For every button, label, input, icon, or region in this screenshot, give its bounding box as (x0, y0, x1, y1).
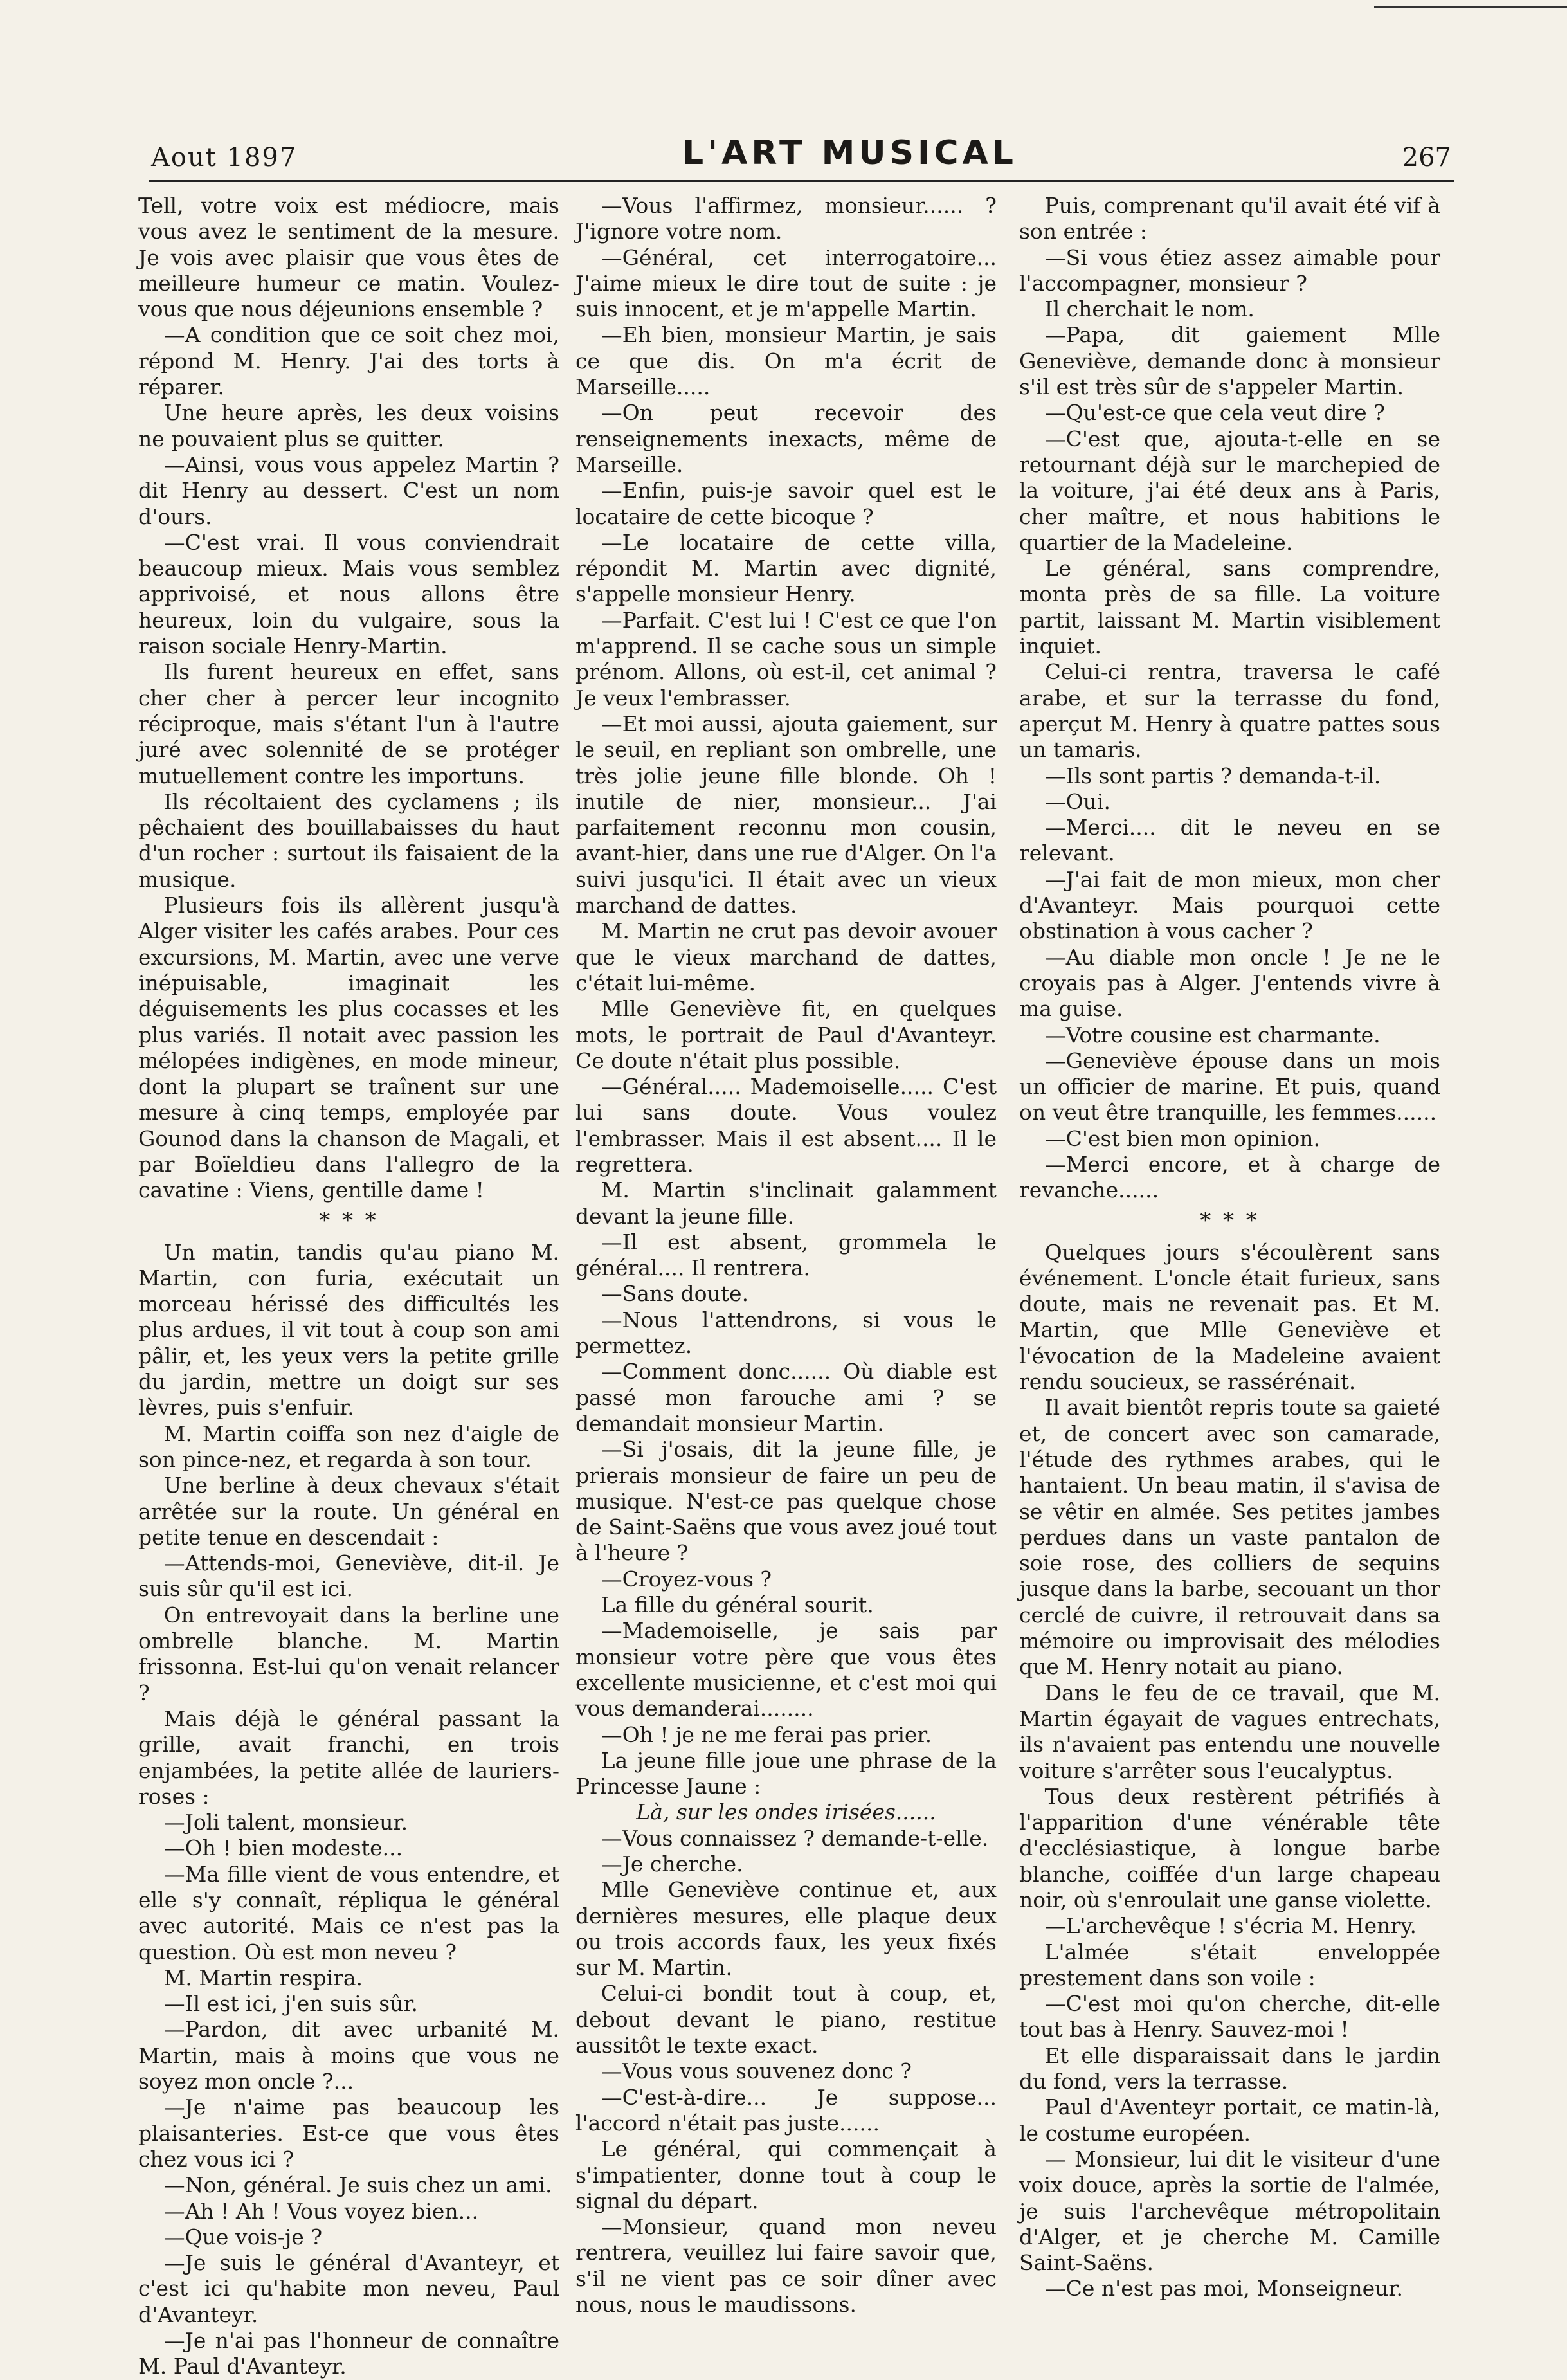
page-header (151, 127, 1451, 172)
paragraph: —Je suis le général d'Avanteyr, et c'est ici qu'habite mon neveu, Paul d'Avanteyr. (138, 2250, 559, 2327)
text-column-1 (138, 193, 559, 2379)
paragraph: Celui-ci bondit tout à coup, et, debout devant le piano, restitue aussitôt le texte exact. (575, 1981, 997, 2058)
paragraph: —Geneviève épouse dans un mois un officier de marine. Et puis, quand on veut être tranquille, les femmes...... (1019, 1048, 1440, 1125)
paragraph: Mlle Geneviève continue et, aux dernières mesures, elle plaque deux ou trois accords faux, les yeux fixés sur M. Martin. (575, 1877, 997, 1981)
header-date: Aout 1897 (151, 143, 298, 172)
paragraph: —Sans doute. (601, 1281, 749, 1307)
paragraph: —Vous connaissez ? demande-t-elle. (601, 1825, 989, 1851)
text-column-2 (575, 193, 997, 2318)
paragraph: —On peut recevoir des renseignements inexacts, même de Marseille. (575, 400, 997, 477)
paragraph: Une heure après, les deux voisins ne pouvaient plus se quitter. (138, 400, 559, 451)
paragraph: —Mademoiselle, je sais par monsieur votre père que vous êtes excellente musicienne, et c'est moi qui vous demanderai........ (575, 1618, 997, 1721)
paragraph: —Il est ici, j'en suis sûr. (163, 1991, 419, 2017)
paragraph: —Papa, dit gaiement Mlle Geneviève, demande donc à monsieur s'il est très sûr de s'appeler Martin. (1019, 322, 1440, 400)
paragraph: —C'est moi qu'on cherche, dit-elle tout bas à Henry. Sauvez-moi ! (1019, 1991, 1440, 2042)
paragraph: Paul d'Aventeyr portait, ce matin-là, le costume européen. (1019, 2094, 1440, 2146)
paragraph: —Non, général. Je suis chez un ami. (163, 2172, 552, 2198)
paragraph: —Enfin, puis-je savoir quel est le locataire de cette bicoque ? (575, 478, 997, 529)
paragraph: —Le locataire de cette villa, répondit M. Martin avec dignité, s'appelle monsieur Henry. (575, 529, 997, 607)
paragraph: Mlle Geneviève fit, en quelques mots, le portrait de Paul d'Avanteyr. Ce doute n'était plus possible. (575, 996, 997, 1073)
paragraph: —Ils sont partis ? demanda-t-il. (1044, 763, 1381, 788)
paragraph: Il cherchait le nom. (1044, 296, 1255, 322)
paragraph: Le général, sans comprendre, monta près de sa fille. La voiture partit, laissant M. Martin visiblement inquiet. (1019, 556, 1440, 659)
paragraph: —A condition que ce soit chez moi, répond M. Henry. J'ai des torts à réparer. (138, 322, 559, 400)
paragraph: Ils récoltaient des cyclamens ; ils pêchaient des bouillabaisses du haut d'un rocher : surtout ils faisaient de la musique. (138, 788, 559, 892)
paragraph: —Et moi aussi, ajouta gaiement, sur le seuil, en repliant son ombrelle, une très jolie jeune fille blonde. Oh ! inutile de nier, monsieur... J'ai parfaitement reconnu mon cousin, avant-hier, dans une rue d'Alger. On l'a suivi jusqu'ici. Il était avec un vieux marchand de dattes. (575, 711, 997, 918)
paragraph: —Je n'aime pas beaucoup les plaisanteries. Est-ce que vous êtes chez vous ici ? (138, 2094, 559, 2172)
paragraph: —J'ai fait de mon mieux, mon cher d'Avanteyr. Mais pourquoi cette obstination à vous cacher ? (1019, 866, 1440, 944)
paragraph: Tous deux restèrent pétrifiés à l'apparition d'une vénérable tête d'ecclésiastique, à longue barbe blanche, coiffée d'un large chapeau noir, où s'enroulait une ganse violette. (1019, 1783, 1440, 1912)
paragraph: —Oh ! je ne me ferai pas prier. (601, 1721, 932, 1747)
paragraph: —Si j'osais, dit la jeune fille, je prierais monsieur de faire un peu de musique. N'est-ce pas quelque chose de Saint-Saëns que vous avez joué tout à l'heure ? (575, 1437, 997, 1566)
paragraph: Tell, votre voix est médiocre, mais vous avez le sentiment de la mesure. Je vois avec plaisir que vous êtes de meilleure humeur ce matin. Voulez-vous que nous déjeunions ensemble ? (138, 193, 559, 322)
paragraph: —Ainsi, vous vous appelez Martin ? dit Henry au dessert. C'est un nom d'ours. (138, 451, 559, 529)
paragraph: Celui-ci rentra, traversa le café arabe, et sur la terrasse du fond, aperçut M. Henry à quatre pattes sous un tamaris. (1019, 659, 1440, 763)
paragraph: Et elle disparaissait dans le jardin du fond, vers la terrasse. (1019, 2042, 1440, 2094)
paragraph: La jeune fille joue une phrase de la Princesse Jaune : (575, 1747, 997, 1799)
paragraph: Un matin, tandis qu'au piano M. Martin, con furia, exécutait un morceau hérissé des difficultés les plus ardues, il vit tout à coup son ami pâlir, et, les yeux vers la petite grille du jardin, mettre un doigt sur ses lèvres, puis s'enfuir. (138, 1239, 559, 1421)
paragraph: —C'est bien mon opinion. (1044, 1125, 1320, 1151)
paragraph: M. Martin s'inclinait galamment devant la jeune fille. (575, 1177, 997, 1229)
paragraph: —Merci.... dit le neveu en se relevant. (1019, 815, 1440, 866)
paragraph: —Parfait. C'est lui ! C'est ce que l'on m'apprend. Il se cache sous un simple prénom. Allons, où est-il, cet animal ? Je veux l'embrasser. (575, 607, 997, 711)
paragraph: —Ma fille vient de vous entendre, et elle s'y connaît, répliqua le général avec autorité. Mais ce n'est pas la question. Où est mon neveu ? (138, 1861, 559, 1965)
paragraph: —Je cherche. (601, 1851, 743, 1876)
paragraph: —Croyez-vous ? (601, 1566, 772, 1592)
paragraph: —Ah ! Ah ! Vous voyez bien... (163, 2198, 479, 2224)
corner-rule (1374, 6, 1567, 8)
paragraph: —Nous l'attendrons, si vous le permettez. (575, 1307, 997, 1359)
section-separator: * * * (319, 1207, 379, 1233)
paragraph: M. Martin ne crut pas devoir avouer que le vieux marchand de dattes, c'était lui-même. (575, 918, 997, 995)
paragraph: Puis, comprenant qu'il avait été vif à son entrée : (1019, 193, 1440, 244)
paragraph: —Au diable mon oncle ! Je ne le croyais pas à Alger. J'entends vivre à ma guise. (1019, 944, 1440, 1022)
paragraph: Quelques jours s'écoulèrent sans événement. L'oncle était furieux, sans doute, mais ne revenait pas. Et M. Martin, que Mlle Geneviève et l'évocation de la Madeleine avaient rendu soucieux, se rassérénait. (1019, 1239, 1440, 1395)
paragraph: —L'archevêque ! s'écria M. Henry. (1044, 1913, 1417, 1939)
section-separator: * * * (1200, 1207, 1260, 1233)
paragraph: Là, sur les ondes irisées...... (636, 1799, 936, 1825)
paragraph: —Je n'ai pas l'honneur de connaître M. Paul d'Avanteyr. (138, 2328, 559, 2379)
paragraph: Mais déjà le général passant la grille, avait franchi, en trois enjambées, la petite allée de lauriers-roses : (138, 1705, 559, 1809)
paragraph: —Oui. (1044, 788, 1110, 814)
paragraph: —Ce n'est pas moi, Monseigneur. (1044, 2276, 1404, 2302)
paragraph: —Il est absent, grommela le général.... Il rentrera. (575, 1229, 997, 1281)
paragraph: M. Martin respira. (163, 1965, 363, 1990)
paragraph: —Eh bien, monsieur Martin, je sais ce que dis. On m'a écrit de Marseille..... (575, 322, 997, 400)
header-rule (149, 180, 1454, 182)
paragraph: —Comment donc...... Où diable est passé mon farouche ami ? se demandait monsieur Martin. (575, 1359, 997, 1436)
paragraph: —Merci encore, et à charge de revanche...... (1019, 1151, 1440, 1203)
paragraph: —Oh ! bien modeste... (163, 1835, 403, 1861)
paragraph: —Vous l'affirmez, monsieur...... ? J'ignore votre nom. (575, 193, 997, 244)
paragraph: —Attends-moi, Geneviève, dit-il. Je suis sûr qu'il est ici. (138, 1550, 559, 1602)
text-column-3 (1019, 193, 1440, 2302)
paragraph: —Qu'est-ce que cela veut dire ? (1044, 400, 1385, 426)
paragraph: —C'est que, ajouta-t-elle en se retournant déjà sur le marchepied de la voiture, j'ai été deux ans à Paris, cher maître, et nous habitions le quartier de la Madeleine. (1019, 426, 1440, 555)
header-title: L'ART MUSICAL (682, 134, 1017, 172)
paragraph: — Monsieur, lui dit le visiteur d'une voix douce, après la sortie de l'almée, je suis l'archevêque métropolitain d'Alger, et je cherche M. Camille Saint-Saëns. (1019, 2146, 1440, 2276)
paragraph: —C'est-à-dire... Je suppose... l'accord n'était pas juste...... (575, 2084, 997, 2136)
paragraph: M. Martin coiffa son nez d'aigle de son pince-nez, et regarda à son tour. (138, 1421, 559, 1472)
paragraph: L'almée s'était enveloppée prestement dans son voile : (1019, 1939, 1440, 1990)
paragraph: —Général..... Mademoiselle..... C'est lui sans doute. Vous voulez l'embrasser. Mais il est absent.... Il le regrettera. (575, 1074, 997, 1177)
paragraph: —C'est vrai. Il vous conviendrait beaucoup mieux. Mais vous semblez apprivoisé, et nous allons être heureux, loin du vulgaire, sous la raison sociale Henry-Martin. (138, 529, 559, 659)
paragraph: —Si vous étiez assez aimable pour l'accompagner, monsieur ? (1019, 244, 1440, 296)
header-page-number: 267 (1402, 143, 1451, 172)
paragraph: Le général, qui commençait à s'impatienter, donne tout à coup le signal du départ. (575, 2136, 997, 2213)
paragraph: —Général, cet interrogatoire... J'aime mieux le dire tout de suite : je suis innocent, et je m'appelle Martin. (575, 244, 997, 322)
paragraph: La fille du général sourit. (601, 1592, 874, 1618)
paragraph: —Joli talent, monsieur. (163, 1810, 408, 1835)
paragraph: —Votre cousine est charmante. (1044, 1022, 1381, 1048)
paragraph: —Que vois-je ? (163, 2224, 323, 2249)
paragraph: Dans le feu de ce travail, que M. Martin égayait de vagues entrechats, ils n'avaient pas entendu une nouvelle voiture s'arrêter sous l'eucalyptus. (1019, 1680, 1440, 1783)
paragraph: —Vous vous souvenez donc ? (601, 2058, 912, 2084)
paragraph: —Monsieur, quand mon neveu rentrera, veuillez lui faire savoir que, s'il ne vient pas ce soir dîner avec nous, nous le maudissons. (575, 2214, 997, 2318)
paragraph: —Pardon, dit avec urbanité M. Martin, mais à moins que vous ne soyez mon oncle ?... (138, 2017, 559, 2094)
paragraph: Ils furent heureux en effet, sans cher cher à percer leur incognito réciproque, mais s'étant l'un à l'autre juré avec solennité de se protéger mutuellement contre les importuns. (138, 659, 559, 788)
paragraph: Il avait bientôt repris toute sa gaieté et, de concert avec son camarade, l'étude des rythmes arabes, qui le hantaient. Un beau matin, il s'avisa de se vêtir en almée. Ses petites jambes perdues dans un vaste pantalon de soie rose, des colliers de sequins jusque dans la barbe, secouant un thor cerclé de cuivre, il retrouvait dans sa mémoire ou improvisait des mélodies que M. Henry notait au piano. (1019, 1395, 1440, 1680)
paragraph: Une berline à deux chevaux s'était arrêtée sur la route. Un général en petite tenue en descendait : (138, 1473, 559, 1550)
paragraph: Plusieurs fois ils allèrent jusqu'à Alger visiter les cafés arabes. Pour ces excursions, M. Martin, avec une verve inépuisable, imaginait les déguisements les plus cocasses et les plus variés. Il notait avec passion les mélopées indigènes, en mode mineur, dont la plupart se traînent sur une mesure à cinq temps, employée par Gounod dans la chanson de Magali, et par Boïeldieu dans l'allegro de la cavatine : Viens, gentille dame ! (138, 893, 559, 1203)
paragraph: On entrevoyait dans la berline une ombrelle blanche. M. Martin frissonna. Est-lui qu'on venait relancer ? (138, 1602, 559, 1705)
